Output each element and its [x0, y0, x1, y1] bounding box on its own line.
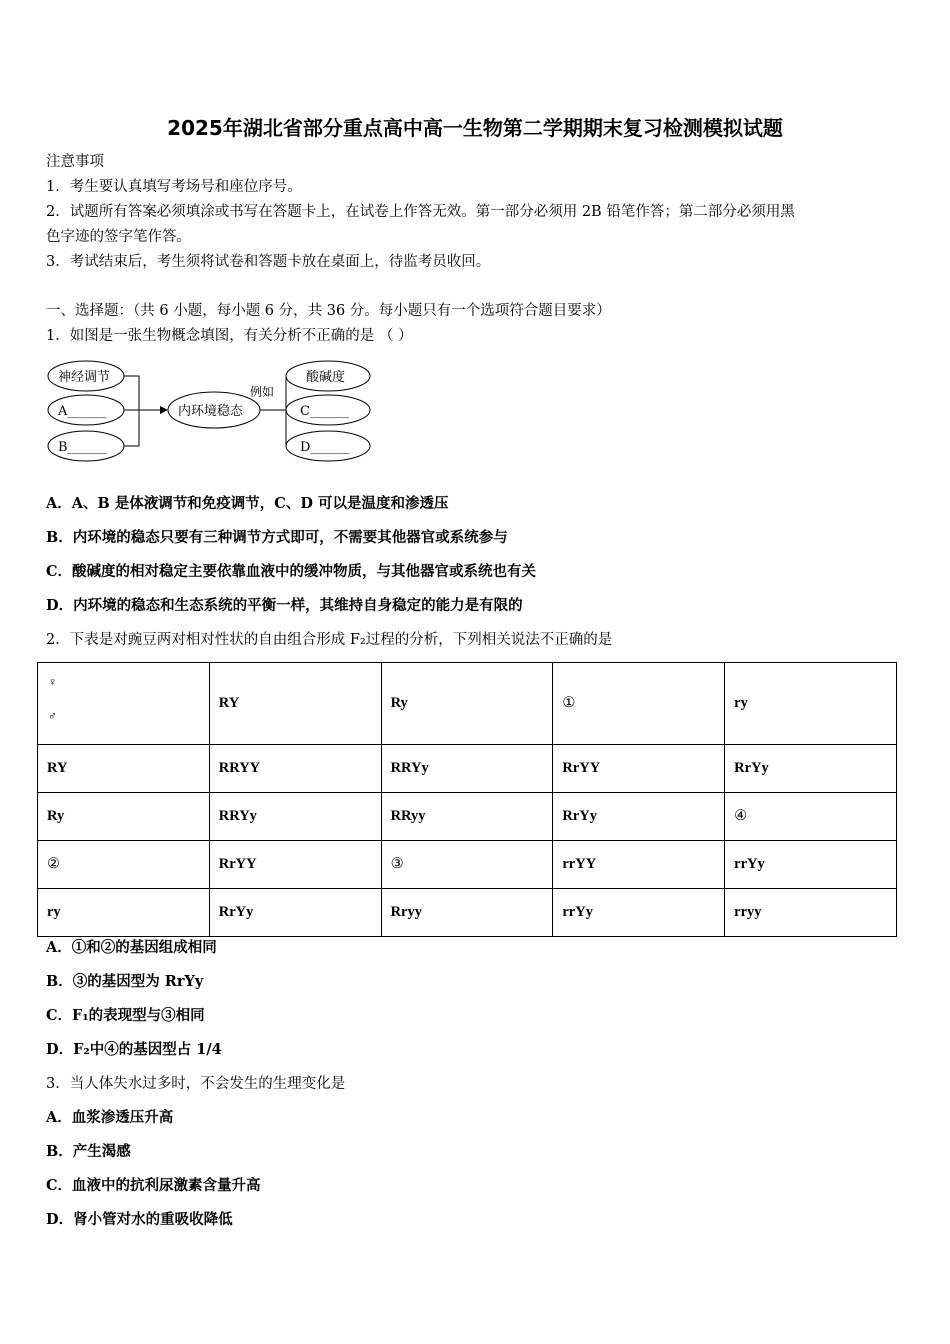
table-cell: RY — [38, 745, 210, 793]
male-symbol: ♂ — [48, 709, 57, 723]
punnett-table — [37, 662, 897, 937]
table-row — [38, 841, 897, 889]
table-cell: RrYy — [209, 889, 381, 937]
q2-stem: 2．下表是对豌豆两对相对性状的自由组合形成 F₂过程的分析，下列相关说法不正确的是 — [46, 632, 613, 648]
page-title: 2025年湖北省部分重点高中高一生物第二学期期末复习检测模拟试题 — [167, 116, 783, 140]
table-cell: rryy — [725, 889, 897, 937]
q1-stem: 1．如图是一张生物概念填图，有关分析不正确的是 （ ） — [46, 328, 413, 344]
header-cell: RY — [209, 663, 381, 745]
table-row — [38, 793, 897, 841]
left-bracket-line — [124, 376, 139, 446]
female-symbol: ♀ — [48, 675, 57, 689]
table-cell: ry — [38, 889, 210, 937]
right-node-label: C______ — [300, 404, 349, 419]
q2-option-a: A．①和②的基因组成相同 — [46, 939, 217, 956]
notice-item: 2．试题所有答案必须填涂或书写在答题卡上，在试卷上作答无效。第一部分必须用 2B 铅笔作答；第二部分必须用黑 — [46, 204, 795, 220]
table-cell: RrYy — [725, 745, 897, 793]
sex-symbols-cell — [38, 663, 210, 745]
table-row — [38, 889, 897, 937]
left-node-label: A______ — [58, 404, 107, 419]
q3-option-d: D．肾小管对水的重吸收降低 — [46, 1211, 233, 1228]
q2-option-c: C．F₁的表现型与③相同 — [46, 1007, 205, 1024]
table-cell: RRyy — [381, 793, 553, 841]
table-header-row — [38, 663, 897, 745]
section-heading: 一、选择题：（共 6 小题，每小题 6 分，共 36 分。每小题只有一个选项符合题目要求） — [46, 303, 611, 319]
table-cell: RRYy — [381, 745, 553, 793]
table-cell: RRYy — [209, 793, 381, 841]
q3-option-a: A．血浆渗透压升高 — [46, 1109, 174, 1126]
table-cell: rrYY — [553, 841, 725, 889]
table-cell: Ry — [38, 793, 210, 841]
q3-stem: 3．当人体失水过多时，不会发生的生理变化是 — [46, 1076, 346, 1092]
q1-option-a: A．A、B 是体液调节和免疫调节，C、D 可以是温度和渗透压 — [46, 495, 449, 512]
arrow-label: 例如 — [250, 385, 275, 399]
left-node-label: B______ — [58, 440, 107, 455]
table-cell: RrYY — [553, 745, 725, 793]
q3-option-c: C．血液中的抗利尿激素含量升高 — [46, 1177, 261, 1194]
q2-option-d: D．F₂中④的基因型占 1/4 — [46, 1041, 222, 1058]
q1-option-c: C．酸碱度的相对稳定主要依靠血液中的缓冲物质，与其他器官或系统也有关 — [46, 563, 537, 580]
table-cell: rrYy — [725, 841, 897, 889]
table-cell: RrYY — [209, 841, 381, 889]
left-node-label: 神经调节 — [58, 370, 111, 385]
q1-option-d: D．内环境的稳态和生态系统的平衡一样，其维持自身稳定的能力是有限的 — [46, 597, 523, 614]
arrowhead-icon — [160, 406, 168, 414]
notice-item: 色字迹的签字笔作答。 — [46, 229, 191, 245]
q3-option-b: B．产生渴感 — [46, 1143, 131, 1160]
right-node-label: 酸碱度 — [306, 370, 346, 385]
table-cell: RrYy — [553, 793, 725, 841]
q2-option-b: B．③的基因型为 RrYy — [46, 973, 204, 990]
header-cell: ry — [725, 663, 897, 745]
header-cell: ① — [553, 663, 725, 745]
table-cell: ③ — [381, 841, 553, 889]
notice-item: 1．考生要认真填写考场号和座位序号。 — [46, 179, 302, 195]
table-cell: ④ — [725, 793, 897, 841]
concept-map-diagram — [44, 354, 384, 470]
table-cell: rrYy — [553, 889, 725, 937]
right-node-label: D______ — [300, 440, 350, 455]
table-cell: Rryy — [381, 889, 553, 937]
table-cell: RRYY — [209, 745, 381, 793]
notice-heading: 注意事项 — [46, 154, 104, 170]
table-cell: ② — [38, 841, 210, 889]
q1-option-b: B．内环境的稳态只要有三种调节方式即可，不需要其他器官或系统参与 — [46, 529, 508, 546]
header-cell: Ry — [381, 663, 553, 745]
notice-item: 3．考试结束后，考生须将试卷和答题卡放在桌面上，待监考员收回。 — [46, 254, 491, 270]
center-node-label: 内环境稳态 — [178, 404, 244, 419]
table-row — [38, 745, 897, 793]
